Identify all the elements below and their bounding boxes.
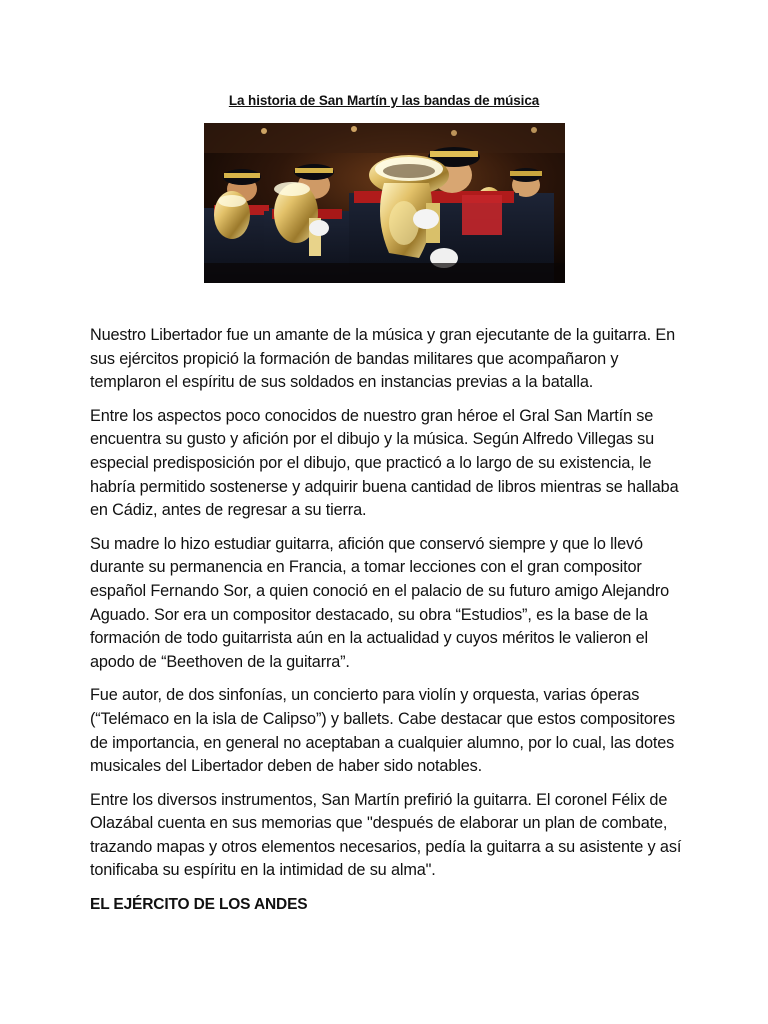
paragraph: Entre los diversos instrumentos, San Martín prefirió la guitarra. El coronel Félix de Olazábal cuenta en sus memorias que "después de elaborar un plan de combate, trazando mapas y otros elementos necesarios, pedía la guitarra a su asistente y así tonificaba su espíritu en la intimidad de su alma". — [90, 790, 682, 880]
paragraph: Nuestro Libertador fue un amante de la música y gran ejecutante de la guitarra. En sus ejércitos propició la formación de bandas militares que acompañaron y templaron el espíritu de sus soldados en instancias previas a la batalla. — [90, 326, 676, 392]
document-title: La historia de San Martín y las bandas de música — [228, 93, 540, 108]
paragraph: Entre los aspectos poco conocidos de nuestro gran héroe el Gral San Martín se encuentra su gusto y afición por el dibujo y la música. Según Alfredo Villegas su especial predisposición por el dibujo, que practicó a lo largo de su existencia, le habría permitido sostenerse y adquirir buena cantidad de libros mientras se hallaba en Cádiz, antes de regresar a su tierra. — [90, 406, 679, 520]
brass-band-image-icon — [204, 123, 565, 283]
military-band-photo — [204, 123, 565, 283]
document-body — [90, 324, 682, 927]
paragraph: Su madre lo hizo estudiar guitarra, afición que conservó siempre y que lo llevó durante su permanencia en Francia, a tomar lecciones con el gran compositor español Fernando Sor, a quien conoció en el palacio de su futuro amigo Alejandro Aguado. Sor era un compositor destacado, su obra “Estudios”, es la base de la formación de todo guitarrista aún en la actualidad y cuyos méritos le valieron el apodo de “Beethoven de la guitarra”. — [90, 534, 670, 671]
paragraph: Fue autor, de dos sinfonías, un concierto para violín y orquesta, varias óperas (“Telémaco en la isla de Calipso”) y ballets. Cabe destacar que estos compositores de importancia, en general no aceptaban a cualquier alumno, por lo cual, las dotes musicales del Libertador deben de haber sido notables. — [90, 686, 675, 776]
section-heading: EL EJÉRCITO DE LOS ANDES — [90, 896, 308, 914]
